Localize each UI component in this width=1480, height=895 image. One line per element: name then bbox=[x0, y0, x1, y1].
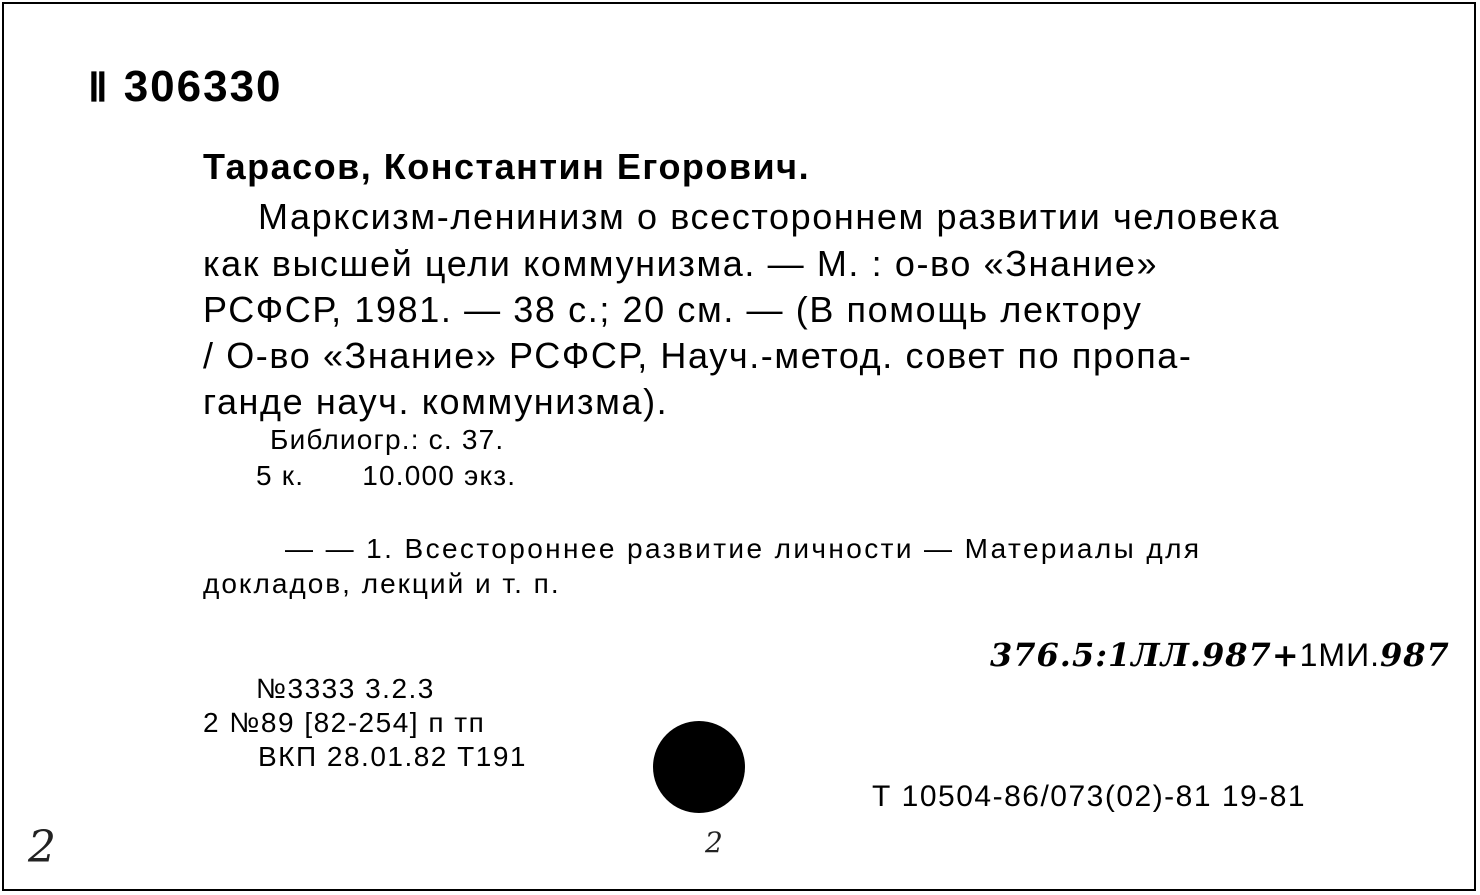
author-heading: Тарасов, Константин Егорович. bbox=[203, 146, 811, 187]
title-line-1: Марксизм-ленинизм о всестороннем развитии человека bbox=[258, 196, 1281, 237]
classification-handwritten: 376.5:1ЛЛ.987+ bbox=[990, 636, 1300, 674]
classification-code bbox=[990, 636, 1450, 674]
subject-line-1: — — 1. Всестороннее развитие личности — Материалы для bbox=[285, 533, 1202, 564]
classification-printed: 1МИ. bbox=[1299, 637, 1380, 673]
card-id bbox=[88, 62, 283, 112]
punch-hole bbox=[653, 721, 745, 813]
meta-line-3: ВКП 28.01.82 Т191 bbox=[258, 741, 527, 772]
copies: 10.000 экз. bbox=[362, 460, 517, 491]
pencil-mark-left: 2 bbox=[28, 822, 56, 873]
subject-line-2: докладов, лекций и т. п. bbox=[203, 568, 561, 599]
bibliography-note: Библиогр.: с. 37. bbox=[270, 424, 505, 455]
index-line: Т 10504-86/073(02)-81 19-81 bbox=[872, 780, 1307, 813]
title-line-4: / О-во «Знание» РСФСР, Науч.-метод. совет по пропа- bbox=[203, 335, 1193, 376]
card-id-prefix: Ⅱ bbox=[88, 66, 110, 110]
classification-suffix: 987 bbox=[1379, 636, 1450, 674]
meta-line-2: 2 №89 [82-254] п тп bbox=[203, 707, 486, 738]
title-line-2: как высшей цели коммунизма. — М. : о-во «Знание» bbox=[203, 243, 1159, 284]
meta-line-1: №3333 3.2.3 bbox=[256, 673, 435, 704]
price-line bbox=[256, 460, 516, 492]
pencil-mark-center: 2 bbox=[705, 826, 723, 859]
price: 5 к. bbox=[256, 460, 305, 491]
title-line-5: ганде науч. коммунизма). bbox=[203, 381, 669, 422]
card-id-number: 306330 bbox=[123, 62, 283, 111]
title-line-3: РСФСР, 1981. — 38 с.; 20 см. — (В помощь лектору bbox=[203, 289, 1143, 330]
